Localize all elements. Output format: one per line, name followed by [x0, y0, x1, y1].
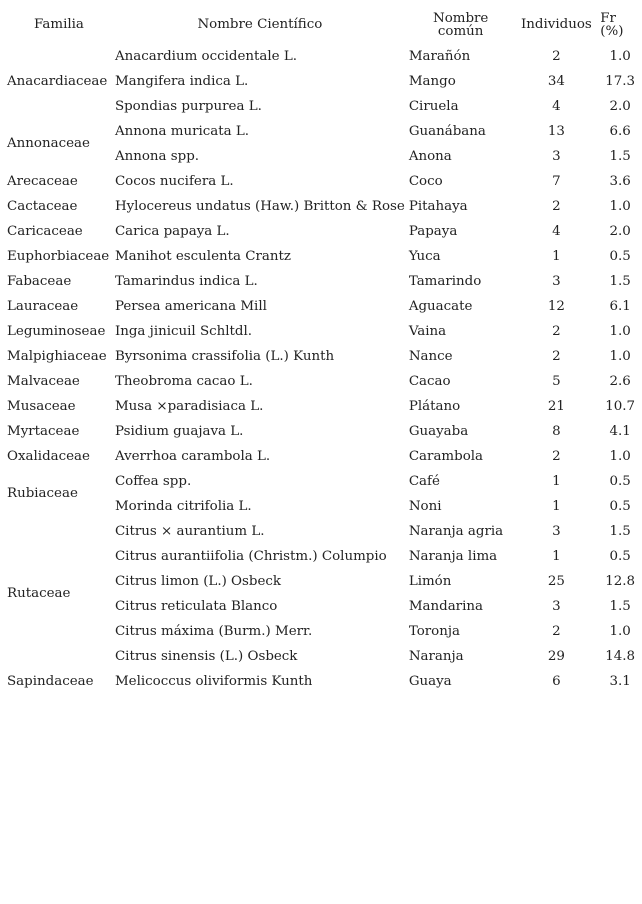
cell-individuos: 3	[552, 523, 561, 539]
cell-nombre-comun: Aguacate	[408, 298, 473, 314]
cell-fr: 4.1	[609, 423, 631, 439]
header-familia: Familia	[34, 17, 84, 33]
cell-individuos: 3	[552, 273, 561, 289]
cell-nombre-cientifico: Averrhoa carambola L.	[114, 448, 271, 464]
table-row	[5, 519, 642, 544]
cell-nombre-cientifico: Citrus aurantiifolia (Christm.) Columpio	[114, 548, 387, 564]
cell-nombre-comun: Guaya	[408, 673, 452, 689]
cell-fr: 0.5	[609, 498, 631, 514]
cell-fr: 1.0	[609, 323, 631, 339]
cell-fr: 6.6	[609, 123, 631, 139]
cell-fr: 1.0	[609, 198, 631, 214]
cell-individuos: 4	[552, 223, 561, 239]
cell-nombre-comun: Café	[408, 473, 440, 489]
cell-nombre-comun: Guayaba	[408, 423, 469, 439]
cell-familia: Fabaceae	[7, 273, 72, 289]
table-row	[5, 369, 642, 394]
cell-familia: Lauraceae	[7, 298, 79, 314]
cell-individuos: 3	[552, 598, 561, 614]
cell-individuos: 2	[552, 48, 561, 64]
cell-nombre-cientifico: Manihot esculenta Crantz	[114, 248, 291, 264]
cell-individuos: 4	[552, 98, 561, 114]
cell-nombre-cientifico: Tamarindus indica L.	[114, 273, 258, 289]
cell-individuos: 21	[547, 398, 565, 414]
cell-familia: Malpighiaceae	[7, 348, 107, 364]
cell-nombre-cientifico: Citrus máxima (Burm.) Merr.	[114, 623, 313, 639]
table-row	[5, 344, 642, 369]
cell-nombre-comun: Vaina	[408, 323, 447, 339]
cell-familia: Myrtaceae	[7, 423, 80, 439]
cell-fr: 1.0	[609, 623, 631, 639]
cell-familia: Malvaceae	[7, 373, 80, 389]
table-row	[5, 244, 642, 269]
cell-fr: 1.0	[609, 348, 631, 364]
cell-individuos: 1	[552, 498, 561, 514]
cell-nombre-comun: Noni	[408, 498, 442, 514]
header-individuos: Individuos	[521, 17, 592, 33]
cell-nombre-cientifico: Byrsonima crassifolia (L.) Kunth	[114, 348, 335, 364]
cell-fr: 0.5	[609, 248, 631, 264]
cell-nombre-comun: Plátano	[408, 398, 461, 414]
cell-familia: Annonaceae	[7, 136, 90, 152]
cell-familia: Rutaceae	[7, 586, 71, 602]
cell-fr: 17.3	[605, 73, 636, 89]
cell-fr: 10.7	[605, 398, 636, 414]
cell-fr: 14.8	[605, 648, 636, 664]
table-row	[5, 44, 642, 69]
cell-individuos: 7	[552, 173, 561, 189]
cell-nombre-cientifico: Theobroma cacao L.	[114, 373, 253, 389]
cell-individuos: 29	[547, 648, 565, 664]
cell-nombre-comun: Tamarindo	[408, 273, 482, 289]
cell-individuos: 34	[547, 73, 565, 89]
cell-nombre-cientifico: Mangifera indica L.	[114, 73, 249, 89]
table-header	[5, 6, 642, 44]
cell-nombre-comun: Guanábana	[408, 123, 486, 139]
cell-individuos: 5	[552, 373, 561, 389]
cell-familia: Arecaceae	[7, 173, 78, 189]
cell-nombre-cientifico: Citrus sinensis (L.) Osbeck	[114, 648, 298, 664]
species-table	[5, 6, 642, 694]
cell-nombre-cientifico: Spondias purpurea L.	[114, 98, 262, 114]
cell-individuos: 25	[547, 573, 565, 589]
cell-fr: 2.6	[609, 373, 631, 389]
cell-nombre-comun: Naranja lima	[408, 548, 498, 564]
table-row	[5, 469, 642, 494]
header-fr: Fr (%)	[600, 10, 624, 39]
cell-nombre-comun: Cacao	[408, 373, 451, 389]
header-nombre-comun-line1: Nombre	[432, 10, 489, 26]
cell-fr: 1.5	[609, 598, 631, 614]
cell-individuos: 2	[552, 348, 561, 364]
cell-individuos: 2	[552, 323, 561, 339]
cell-familia: Leguminoseae	[7, 323, 106, 339]
cell-familia: Rubiaceae	[7, 486, 78, 502]
cell-nombre-comun: Toronja	[408, 623, 460, 639]
cell-familia: Caricaceae	[7, 223, 83, 239]
cell-nombre-cientifico: Morinda citrifolia L.	[114, 498, 252, 514]
cell-fr: 0.5	[609, 473, 631, 489]
table-row	[5, 269, 642, 294]
cell-nombre-comun: Carambola	[408, 448, 484, 464]
header-nombre-comun	[407, 6, 515, 44]
cell-fr: 1.5	[609, 273, 631, 289]
cell-individuos: 2	[552, 623, 561, 639]
cell-nombre-comun: Naranja agria	[408, 523, 504, 539]
cell-nombre-comun: Limón	[408, 573, 452, 589]
cell-fr: 1.0	[609, 448, 631, 464]
cell-familia: Musaceae	[7, 398, 76, 414]
cell-fr: 0.5	[609, 548, 631, 564]
cell-nombre-cientifico: Persea americana Mill	[114, 298, 267, 314]
cell-nombre-comun: Nance	[408, 348, 453, 364]
table-row	[5, 669, 642, 694]
cell-fr: 3.1	[609, 673, 631, 689]
cell-nombre-cientifico: Citrus × aurantium L.	[114, 523, 265, 539]
cell-fr: 3.6	[609, 173, 631, 189]
cell-nombre-cientifico: Hylocereus undatus (Haw.) Britton & Rose	[114, 198, 405, 214]
cell-familia: Cactaceae	[7, 198, 78, 214]
table-row	[5, 419, 642, 444]
cell-nombre-comun: Mandarina	[408, 598, 483, 614]
cell-individuos: 8	[552, 423, 561, 439]
cell-nombre-cientifico: Citrus limon (L.) Osbeck	[114, 573, 282, 589]
table-row	[5, 194, 642, 219]
cell-individuos: 6	[552, 673, 561, 689]
cell-individuos: 1	[552, 248, 561, 264]
cell-nombre-cientifico: Carica papaya L.	[114, 223, 230, 239]
table-row	[5, 119, 642, 144]
cell-nombre-comun: Coco	[408, 173, 443, 189]
cell-nombre-comun: Anona	[408, 148, 452, 164]
table-body	[5, 44, 642, 694]
cell-nombre-cientifico: Cocos nucifera L.	[114, 173, 234, 189]
cell-individuos: 13	[547, 123, 565, 139]
cell-nombre-comun: Pitahaya	[408, 198, 468, 214]
header-row	[5, 6, 642, 44]
cell-nombre-cientifico: Coffea spp.	[114, 473, 192, 489]
cell-fr: 1.5	[609, 148, 631, 164]
cell-individuos: 2	[552, 198, 561, 214]
table-row	[5, 294, 642, 319]
cell-nombre-cientifico: Psidium guajava L.	[114, 423, 244, 439]
cell-nombre-cientifico: Annona muricata L.	[114, 123, 250, 139]
header-nombre-comun-line2: común	[437, 24, 484, 39]
table-row	[5, 444, 642, 469]
cell-individuos: 1	[552, 473, 561, 489]
cell-nombre-cientifico: Annona spp.	[114, 148, 200, 164]
cell-nombre-comun: Ciruela	[408, 98, 459, 114]
cell-nombre-cientifico: Anacardium occidentale L.	[114, 48, 297, 64]
cell-individuos: 3	[552, 148, 561, 164]
cell-nombre-comun: Mango	[408, 73, 456, 89]
cell-nombre-comun: Yuca	[408, 248, 441, 264]
cell-fr: 12.8	[605, 573, 636, 589]
cell-individuos: 1	[552, 548, 561, 564]
cell-nombre-comun: Marañón	[408, 48, 471, 64]
cell-nombre-cientifico: Citrus reticulata Blanco	[114, 598, 278, 614]
cell-nombre-cientifico: Musa ×paradisiaca L.	[114, 398, 264, 414]
cell-nombre-comun: Naranja	[408, 648, 464, 664]
cell-nombre-comun: Papaya	[408, 223, 458, 239]
cell-fr: 2.0	[609, 98, 631, 114]
cell-familia: Oxalidaceae	[7, 448, 90, 464]
table-row	[5, 394, 642, 419]
cell-individuos: 12	[547, 298, 565, 314]
cell-fr: 1.0	[609, 48, 631, 64]
cell-fr: 2.0	[609, 223, 631, 239]
cell-nombre-cientifico: Melicoccus oliviformis Kunth	[114, 673, 313, 689]
cell-familia: Anacardiaceae	[7, 73, 108, 89]
cell-individuos: 2	[552, 448, 561, 464]
cell-nombre-cientifico: Inga jinicuil Schltdl.	[114, 323, 253, 339]
header-nombre-cientifico: Nombre Científico	[197, 17, 323, 33]
cell-fr: 6.1	[609, 298, 631, 314]
cell-familia: Euphorbiaceae	[7, 248, 110, 264]
table-row	[5, 219, 642, 244]
cell-fr: 1.5	[609, 523, 631, 539]
table-row	[5, 319, 642, 344]
cell-familia: Sapindaceae	[7, 673, 94, 689]
table-row	[5, 169, 642, 194]
